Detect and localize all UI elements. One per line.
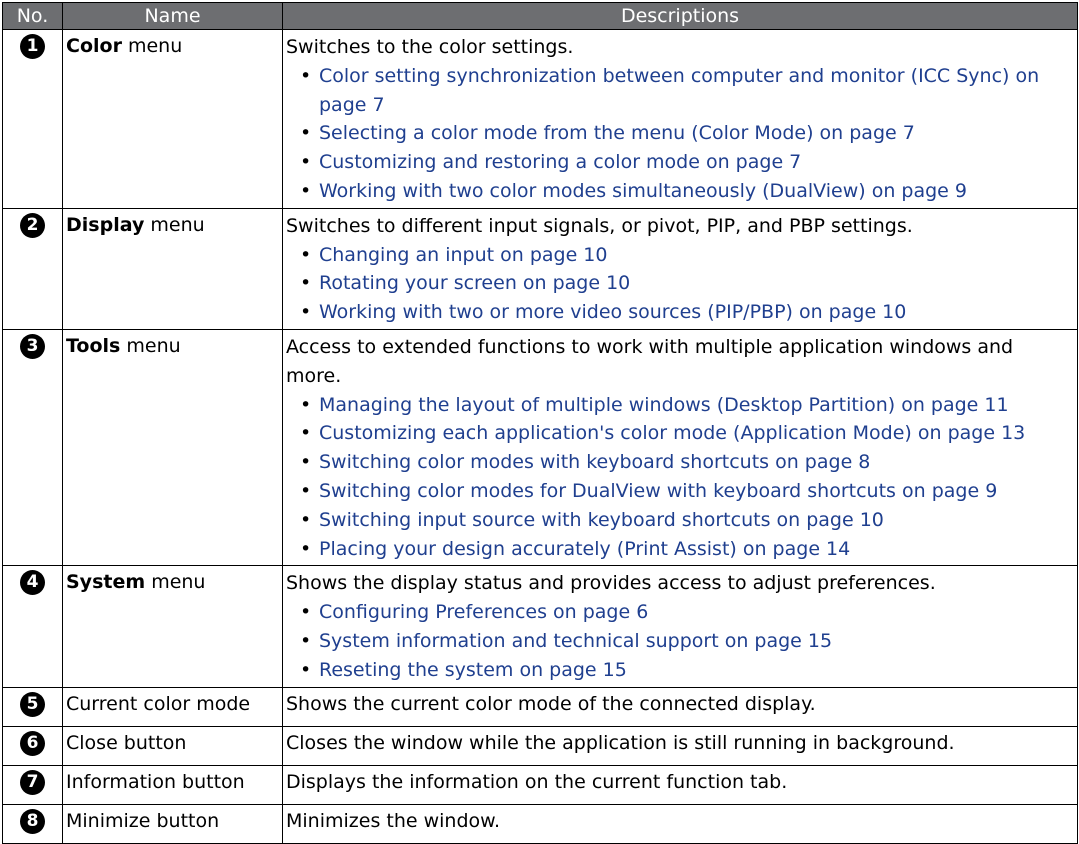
page-link[interactable]: Customizing each application's color mode (Application Mode) on page 13	[319, 422, 1026, 445]
table-row	[3, 804, 1078, 843]
number-badge: 2	[20, 213, 45, 238]
list-item	[286, 419, 1074, 448]
page-link[interactable]: Color setting synchronization between computer and monitor (ICC Sync) on page 7	[319, 64, 1040, 116]
header-name: Name	[63, 3, 283, 30]
row-name: Tools menu	[63, 329, 283, 565]
page-link[interactable]: Selecting a color mode from the menu (Color Mode) on page 7	[319, 122, 915, 145]
number-badge: 8	[20, 809, 45, 834]
number-badge: 3	[20, 334, 45, 359]
row-description: Switches to different input signals, or pivot, PIP, and PBP settings. • Changing an input on page 10 • Rotating your screen on page 10 • Working with two or more video sources (PIP/PBP) on page 10	[283, 208, 1078, 329]
page-link[interactable]: Switching input source with keyboard shortcuts on page 10	[319, 508, 884, 531]
table-row	[3, 765, 1078, 804]
list-item	[286, 119, 1074, 148]
list-item	[286, 241, 1074, 270]
row-name: Display menu	[63, 208, 283, 329]
list-item	[286, 448, 1074, 477]
header-row	[3, 3, 1078, 30]
list-item	[286, 506, 1074, 535]
list-item	[286, 62, 1074, 120]
table-row	[3, 329, 1078, 565]
header-descriptions: Descriptions	[283, 3, 1078, 30]
number-badge: 4	[20, 570, 45, 595]
table-row	[3, 566, 1078, 687]
row-name: Current color mode	[63, 687, 283, 726]
page-link[interactable]: Rotating your screen on page 10	[319, 272, 631, 295]
row-name: Color menu	[63, 30, 283, 209]
list-item	[286, 177, 1074, 206]
page-link[interactable]: Configuring Preferences on page 6	[319, 601, 649, 624]
row-name: System menu	[63, 566, 283, 687]
number-badge: 1	[20, 34, 45, 59]
table-row	[3, 208, 1078, 329]
number-badge: 5	[20, 692, 45, 717]
row-description: Minimizes the window.	[283, 804, 1078, 843]
header-no: No.	[3, 3, 63, 30]
menu-description-table	[2, 2, 1078, 844]
row-name: Information button	[63, 765, 283, 804]
table-row	[3, 30, 1078, 209]
row-description: Shows the display status and provides access to adjust preferences. • Configuring Preferences on page 6 • System information and technical support on page 15 • Reseting the system on page 15	[283, 566, 1078, 687]
row-name: Minimize button	[63, 804, 283, 843]
table-row	[3, 726, 1078, 765]
number-badge: 7	[20, 770, 45, 795]
list-item	[286, 535, 1074, 564]
page-link[interactable]: System information and technical support on page 15	[319, 629, 833, 652]
page-link[interactable]: Working with two or more video sources (PIP/PBP) on page 10	[319, 301, 907, 324]
list-item	[286, 477, 1074, 506]
row-description: Access to extended functions to work with multiple application windows and more. • Managing the layout of multiple windows (Desktop Partition) on page 11 • Customizing each application's color mode (Application Mode) on page 13 • Switching color modes with keyboard shortcuts on page 8 • Switching color modes for DualView with keyboard shortcuts on page 9 • Switching input source with keyboard shortcuts on page 10 • Placing your design accurately (Print Assist) on page 14	[283, 329, 1078, 565]
list-item	[286, 598, 1074, 627]
list-item	[286, 148, 1074, 177]
list-item	[286, 298, 1074, 327]
page-link[interactable]: Switching color modes with keyboard shortcuts on page 8	[319, 451, 871, 474]
page-link[interactable]: Working with two color modes simultaneously (DualView) on page 9	[319, 179, 967, 202]
page-link[interactable]: Customizing and restoring a color mode on page 7	[319, 151, 802, 174]
number-badge: 6	[20, 731, 45, 756]
row-description: Closes the window while the application is still running in background.	[283, 726, 1078, 765]
row-description: Displays the information on the current function tab.	[283, 765, 1078, 804]
list-item	[286, 656, 1074, 685]
page-link[interactable]: Switching color modes for DualView with keyboard shortcuts on page 9	[319, 479, 998, 502]
page-link[interactable]: Changing an input on page 10	[319, 243, 608, 266]
row-name: Close button	[63, 726, 283, 765]
list-item	[286, 391, 1074, 420]
list-item	[286, 269, 1074, 298]
row-description: Shows the current color mode of the connected display.	[283, 687, 1078, 726]
page-link[interactable]: Placing your design accurately (Print Assist) on page 14	[319, 537, 851, 560]
page-link[interactable]: Reseting the system on page 15	[319, 658, 627, 681]
row-description: Switches to the color settings. • Color setting synchronization between computer and monitor (ICC Sync) on page 7 • Selecting a color mode from the menu (Color Mode) on page 7 • Customizing and restoring a color mode on page 7 • Working with two color modes simultaneously (DualView) on page 9	[283, 30, 1078, 209]
table-row	[3, 687, 1078, 726]
page-link[interactable]: Managing the layout of multiple windows (Desktop Partition) on page 11	[319, 393, 1009, 416]
list-item	[286, 627, 1074, 656]
